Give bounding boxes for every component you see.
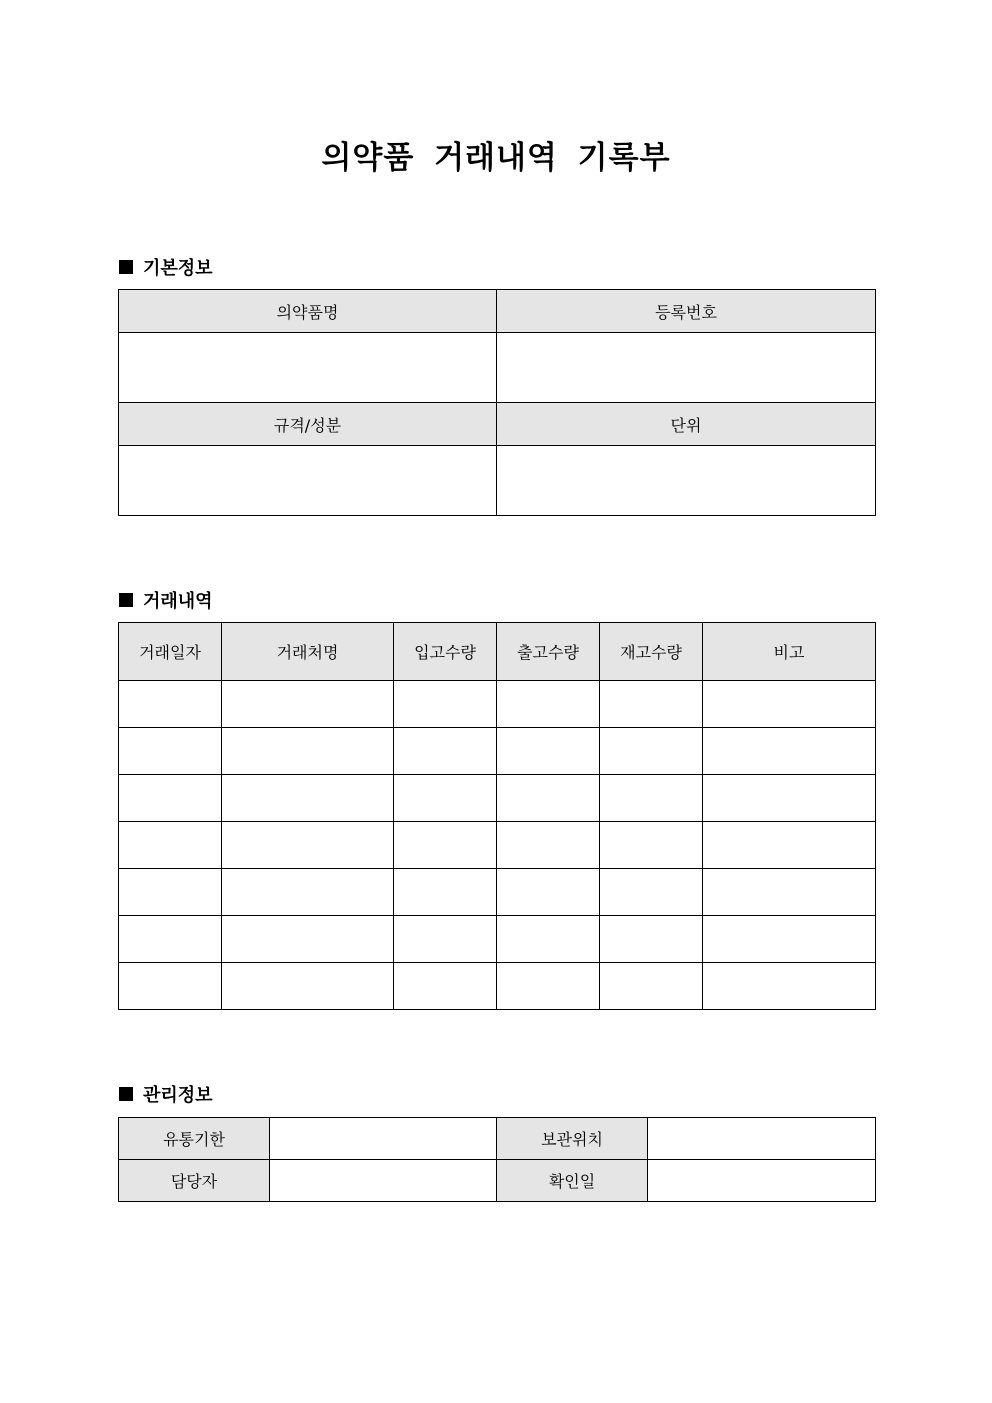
unit-label: 단위 [497, 403, 876, 446]
table-cell[interactable] [497, 822, 600, 869]
table-cell[interactable] [600, 963, 703, 1010]
section-heading-basic [119, 254, 213, 280]
unit-field[interactable] [497, 446, 876, 516]
column-header-stock-qty: 재고수량 [600, 623, 703, 681]
table-cell[interactable] [222, 822, 394, 869]
basic-info-table [118, 289, 876, 516]
section-heading-management [119, 1081, 213, 1107]
table-row [119, 333, 876, 403]
square-bullet-icon [119, 593, 133, 607]
storage-field[interactable] [648, 1118, 876, 1160]
table-cell[interactable] [394, 728, 497, 775]
table-row [119, 916, 876, 963]
table-cell[interactable] [703, 728, 876, 775]
table-row [119, 822, 876, 869]
table-cell[interactable] [497, 869, 600, 916]
table-row [119, 446, 876, 516]
table-cell[interactable] [497, 681, 600, 728]
table-cell[interactable] [600, 916, 703, 963]
table-cell[interactable] [600, 822, 703, 869]
table-row [119, 681, 876, 728]
column-header-remarks: 비고 [703, 623, 876, 681]
table-cell[interactable] [703, 681, 876, 728]
table-cell[interactable] [703, 775, 876, 822]
table-cell[interactable] [600, 681, 703, 728]
table-cell[interactable] [394, 963, 497, 1010]
table-cell[interactable] [119, 963, 222, 1010]
table-header-row [119, 403, 876, 446]
table-cell[interactable] [119, 869, 222, 916]
registration-no-field[interactable] [497, 333, 876, 403]
column-header-client: 거래처명 [222, 623, 394, 681]
table-cell[interactable] [222, 963, 394, 1010]
table-cell[interactable] [497, 916, 600, 963]
column-header-out-qty: 출고수량 [497, 623, 600, 681]
square-bullet-icon [119, 260, 133, 274]
table-cell[interactable] [394, 822, 497, 869]
table-row [119, 869, 876, 916]
table-row [119, 1118, 876, 1160]
table-row [119, 728, 876, 775]
table-row [119, 963, 876, 1010]
table-cell[interactable] [497, 775, 600, 822]
table-cell[interactable] [703, 916, 876, 963]
table-cell[interactable] [222, 916, 394, 963]
table-header-row [119, 290, 876, 333]
manager-label: 담당자 [119, 1160, 270, 1202]
table-row [119, 775, 876, 822]
table-cell[interactable] [497, 728, 600, 775]
manager-field[interactable] [270, 1160, 497, 1202]
check-date-label: 확인일 [497, 1160, 648, 1202]
table-cell[interactable] [394, 916, 497, 963]
table-cell[interactable] [600, 728, 703, 775]
table-cell[interactable] [600, 775, 703, 822]
section-heading-label: 기본정보 [143, 258, 213, 279]
table-cell[interactable] [222, 869, 394, 916]
table-cell[interactable] [119, 728, 222, 775]
section-heading-label: 관리정보 [143, 1085, 213, 1106]
table-cell[interactable] [222, 775, 394, 822]
table-cell[interactable] [222, 728, 394, 775]
table-cell[interactable] [600, 869, 703, 916]
table-cell[interactable] [703, 963, 876, 1010]
table-cell[interactable] [222, 681, 394, 728]
table-cell[interactable] [394, 775, 497, 822]
table-cell[interactable] [119, 916, 222, 963]
column-header-in-qty: 입고수량 [394, 623, 497, 681]
table-cell[interactable] [394, 681, 497, 728]
expiry-field[interactable] [270, 1118, 497, 1160]
management-info-table [118, 1117, 876, 1202]
section-heading-label: 거래내역 [143, 591, 213, 612]
section-heading-transactions [119, 587, 213, 613]
transactions-table [118, 622, 876, 1010]
column-header-date: 거래일자 [119, 623, 222, 681]
storage-label: 보관위치 [497, 1118, 648, 1160]
table-cell[interactable] [119, 822, 222, 869]
table-row [119, 1160, 876, 1202]
table-cell[interactable] [119, 775, 222, 822]
table-cell[interactable] [703, 822, 876, 869]
table-header-row [119, 623, 876, 681]
square-bullet-icon [119, 1087, 133, 1101]
drug-name-field[interactable] [119, 333, 497, 403]
spec-field[interactable] [119, 446, 497, 516]
expiry-label: 유통기한 [119, 1118, 270, 1160]
page-title: 의약품 거래내역 기록부 [321, 140, 671, 176]
table-cell[interactable] [394, 869, 497, 916]
table-cell[interactable] [703, 869, 876, 916]
drug-name-label: 의약품명 [119, 290, 497, 333]
spec-label: 규격/성분 [119, 403, 497, 446]
check-date-field[interactable] [648, 1160, 876, 1202]
table-cell[interactable] [119, 681, 222, 728]
table-cell[interactable] [497, 963, 600, 1010]
registration-no-label: 등록번호 [497, 290, 876, 333]
